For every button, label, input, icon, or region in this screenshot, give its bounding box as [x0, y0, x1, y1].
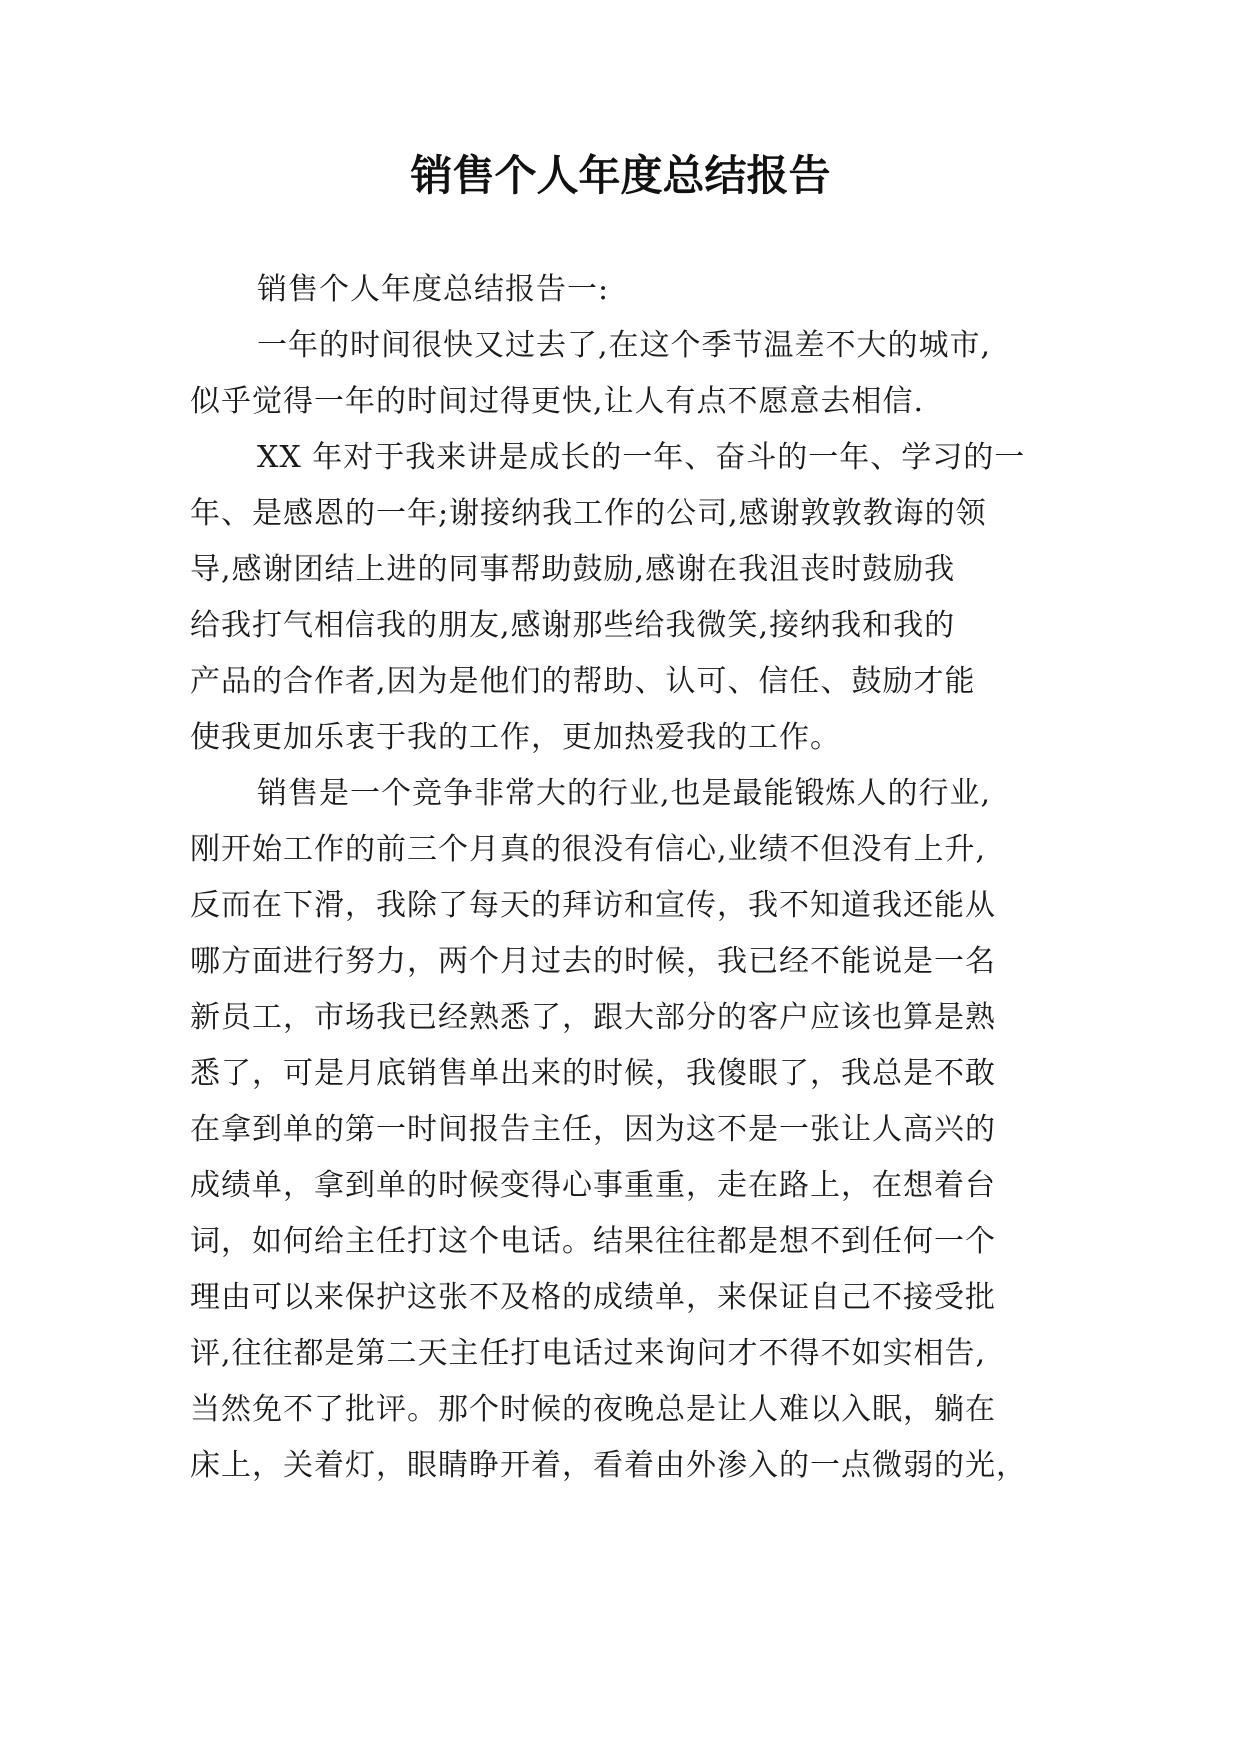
text-line: 销售是一个竞争非常大的行业,也是最能锻炼人的行业, [257, 776, 992, 811]
text-line: 使我更加乐衷于我的工作，更加热爱我的工作。 [190, 720, 841, 755]
text-line: XX 年对于我来讲是成长的一年、奋斗的一年、学习的一 [257, 440, 1026, 475]
text-line: 悉了，可是月底销售单出来的时候，我傻眼了，我总是不敢 [190, 1056, 996, 1091]
text-line: 销售个人年度总结报告一: [257, 272, 610, 307]
text-line: 年、是感恩的一年;谢接纳我工作的公司,感谢敦敦教诲的领 [190, 496, 987, 531]
text-line: 评,往往都是第二天主任打电话过来询问才不得不如实相告, [190, 1336, 987, 1371]
page-title: 销售个人年度总结报告 [410, 151, 831, 200]
document-body [190, 262, 1050, 1494]
text-line: 哪方面进行努力，两个月过去的时候，我已经不能说是一名 [190, 944, 996, 979]
text-line: 给我打气相信我的朋友,感谢那些给我微笑,接纳我和我的 [190, 608, 956, 643]
text-line: 床上，关着灯，眼睛睁开着，看着由外渗入的一点微弱的光， [190, 1448, 1027, 1483]
text-line: 新员工，市场我已经熟悉了，跟大部分的客户应该也算是熟 [190, 1000, 996, 1035]
text-line: 刚开始工作的前三个月真的很没有信心,业绩不但没有上升, [190, 832, 987, 867]
text-line: 理由可以来保护这张不及格的成绩单，来保证自己不接受批 [190, 1280, 996, 1315]
text-line: 词，如何给主任打这个电话。结果往往都是想不到任何一个 [190, 1224, 996, 1259]
text-line: 成绩单，拿到单的时候变得心事重重，走在路上，在想着台 [190, 1168, 996, 1203]
text-line: 产品的合作者,因为是他们的帮助、认可、信任、鼓励才能 [190, 664, 976, 699]
text-line: 一年的时间很快又过去了,在这个季节温差不大的城市, [257, 328, 992, 363]
text-line: 似乎觉得一年的时间过得更快,让人有点不愿意去相信. [190, 384, 925, 419]
text-line: 当然免不了批评。那个时候的夜晚总是让人难以入眠，躺在 [190, 1392, 996, 1427]
text-line: 导,感谢团结上进的同事帮助鼓励,感谢在我沮丧时鼓励我 [190, 552, 956, 587]
text-line: 在拿到单的第一时间报告主任，因为这不是一张让人高兴的 [190, 1112, 996, 1147]
text-line: 反而在下滑，我除了每天的拜访和宣传，我不知道我还能从 [190, 888, 996, 923]
